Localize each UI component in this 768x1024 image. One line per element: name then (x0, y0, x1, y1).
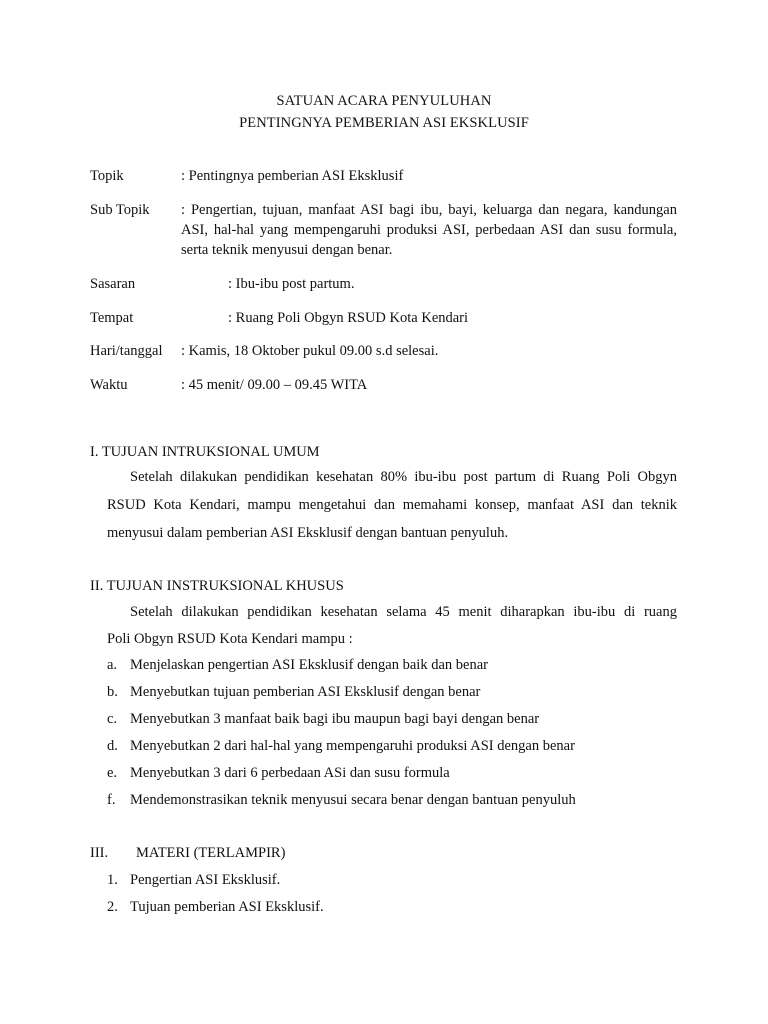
list-item: Menyebutkan 3 dari 6 perbedaan ASi dan susu formula (130, 765, 450, 781)
waktu-value: : 45 menit/ 09.00 – 09.45 WITA (181, 377, 368, 393)
document-subtitle: PENTINGNYA PEMBERIAN ASI EKSKLUSIF (239, 115, 529, 131)
section1-line-2: RSUD Kota Kendari, mampu mengetahui dan memahami konsep, manfaat ASI dan teknik (107, 497, 677, 513)
list-item: Menjelaskan pengertian ASI Eksklusif dengan baik dan benar (130, 657, 488, 673)
sasaran-label: Sasaran (90, 276, 136, 292)
section1-heading: I. TUJUAN INTRUKSIONAL UMUM (90, 444, 320, 460)
section2-heading: II. TUJUAN INSTRUKSIONAL KHUSUS (90, 578, 344, 594)
section1-line-1: Setelah dilakukan pendidikan kesehatan 80% ibu-ibu post partum di Ruang Poli Obgyn (130, 469, 677, 485)
list-marker: c. (107, 711, 118, 727)
list-marker: b. (107, 684, 118, 700)
list-marker: 2. (107, 899, 118, 915)
subtopik-line-1: : Pengertian, tujuan, manfaat ASI bagi ibu, bayi, keluarga dan negara, kandungan (181, 202, 677, 218)
list-marker: 1. (107, 872, 118, 888)
list-marker: e. (107, 765, 118, 781)
section3-numeral: III. (90, 845, 109, 861)
list-item: Pengertian ASI Eksklusif. (130, 872, 281, 888)
section2-line-2: Poli Obgyn RSUD Kota Kendari mampu : (107, 631, 353, 647)
list-item: Menyebutkan 2 dari hal-hal yang mempengaruhi produksi ASI dengan benar (130, 738, 575, 754)
list-item: Mendemonstrasikan teknik menyusui secara benar dengan bantuan penyuluh (130, 792, 576, 808)
list-marker: f. (107, 792, 116, 808)
hari-value: : Kamis, 18 Oktober pukul 09.00 s.d selesai. (181, 343, 439, 359)
list-item: Tujuan pemberian ASI Eksklusif. (130, 899, 324, 915)
hari-label: Hari/tanggal (90, 343, 163, 359)
section2-line-1: Setelah dilakukan pendidikan kesehatan selama 45 menit diharapkan ibu-ibu di ruang (130, 604, 677, 620)
list-marker: d. (107, 738, 118, 754)
list-item: Menyebutkan tujuan pemberian ASI Eksklusif dengan benar (130, 684, 481, 700)
topik-label: Topik (90, 168, 124, 184)
subtopik-line-2: ASI, hal-hal yang mempengaruhi produksi ASI, perbedaan ASI dan susu formula, (181, 222, 677, 238)
subtopik-line-3: serta teknik menyusui dengan benar. (181, 242, 393, 258)
list-item: Menyebutkan 3 manfaat baik bagi ibu maupun bagi bayi dengan benar (130, 711, 540, 727)
topik-value: : Pentingnya pemberian ASI Eksklusif (181, 168, 404, 184)
sasaran-value: : Ibu-ibu post partum. (228, 276, 355, 292)
list-marker: a. (107, 657, 118, 673)
document-title: SATUAN ACARA PENYULUHAN (276, 93, 492, 109)
section1-line-3: menyusui dalam pemberian ASI Eksklusif dengan bantuan penyuluh. (107, 525, 509, 541)
tempat-label: Tempat (90, 310, 134, 326)
waktu-label: Waktu (90, 377, 128, 393)
section3-heading: MATERI (TERLAMPIR) (136, 845, 286, 861)
tempat-value: : Ruang Poli Obgyn RSUD Kota Kendari (228, 310, 469, 326)
subtopik-label: Sub Topik (90, 202, 150, 218)
